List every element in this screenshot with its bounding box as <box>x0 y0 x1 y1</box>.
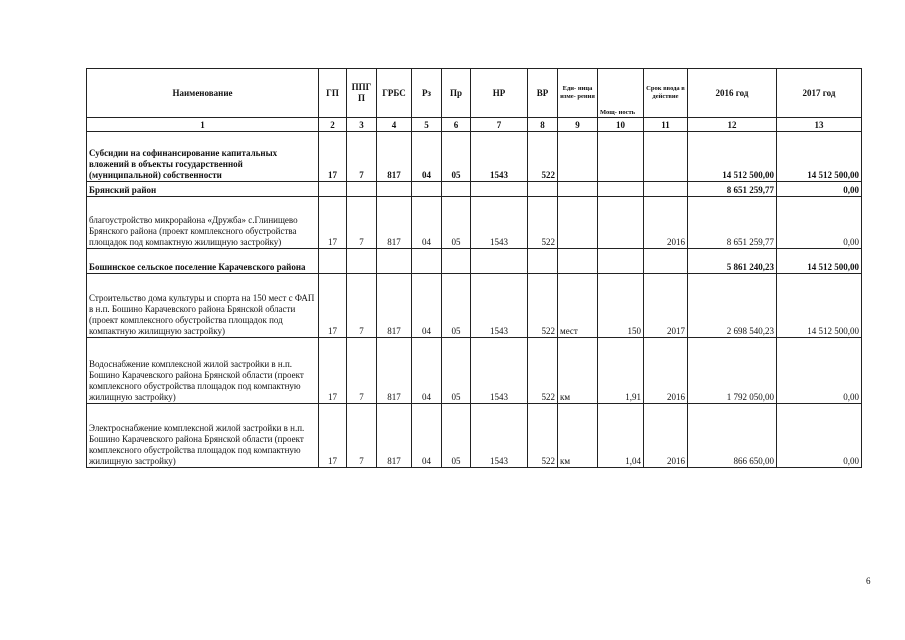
cell-grbs <box>377 182 412 197</box>
cell-vr: 522 <box>528 132 558 182</box>
cell-term <box>644 249 688 274</box>
cell-rz <box>412 249 442 274</box>
cell-power <box>598 197 644 249</box>
cell-ppgp <box>347 182 377 197</box>
col-num: 12 <box>688 118 777 132</box>
header-row <box>87 69 862 118</box>
cell-power: 1,91 <box>598 338 644 404</box>
header-gp: ГП <box>319 69 347 118</box>
cell-nr: 1543 <box>471 274 528 338</box>
cell-ppgp: 7 <box>347 274 377 338</box>
table-row <box>87 197 862 249</box>
cell-y2016: 866 650,00 <box>688 404 777 468</box>
col-num: 4 <box>377 118 412 132</box>
col-num: 3 <box>347 118 377 132</box>
cell-y2016: 5 861 240,23 <box>688 249 777 274</box>
header-2017: 2017 год <box>777 69 862 118</box>
cell-name: Бошинское сельское поселение Карачевского района <box>87 249 319 274</box>
table-row <box>87 249 862 274</box>
cell-y2017: 0,00 <box>777 338 862 404</box>
cell-pr: 05 <box>442 132 471 182</box>
cell-term <box>644 132 688 182</box>
cell-term: 2016 <box>644 197 688 249</box>
table-row <box>87 274 862 338</box>
cell-y2016: 8 651 259,77 <box>688 182 777 197</box>
cell-rz: 04 <box>412 197 442 249</box>
cell-grbs: 817 <box>377 132 412 182</box>
cell-power <box>598 249 644 274</box>
cell-unit <box>558 182 598 197</box>
cell-vr: 522 <box>528 197 558 249</box>
cell-gp: 17 <box>319 338 347 404</box>
cell-unit: км <box>558 404 598 468</box>
cell-name: Субсидии на софинансирование капитальных вложений в объекты государственной (муниципальной) собственности <box>87 132 319 182</box>
table-row <box>87 182 862 197</box>
cell-y2017: 0,00 <box>777 197 862 249</box>
cell-y2016: 2 698 540,23 <box>688 274 777 338</box>
cell-unit <box>558 132 598 182</box>
col-num: 13 <box>777 118 862 132</box>
cell-name: Водоснабжение комплексной жилой застройки в н.п. Бошино Карачевского района Брянской области (проект комплексного обустройства площадок под компактную жилищную застройку) <box>87 338 319 404</box>
cell-unit: мест <box>558 274 598 338</box>
column-numbers-row <box>87 118 862 132</box>
cell-rz <box>412 182 442 197</box>
col-num: 1 <box>87 118 319 132</box>
cell-nr: 1543 <box>471 132 528 182</box>
col-num: 2 <box>319 118 347 132</box>
cell-gp: 17 <box>319 404 347 468</box>
cell-pr: 05 <box>442 404 471 468</box>
header-ppgp: ППГП <box>347 69 377 118</box>
header-grbs: ГРБС <box>377 69 412 118</box>
cell-rz: 04 <box>412 274 442 338</box>
cell-term: 2017 <box>644 274 688 338</box>
cell-vr: 522 <box>528 274 558 338</box>
cell-rz: 04 <box>412 404 442 468</box>
cell-vr <box>528 249 558 274</box>
cell-grbs: 817 <box>377 338 412 404</box>
cell-ppgp: 7 <box>347 338 377 404</box>
cell-term: 2016 <box>644 404 688 468</box>
cell-power <box>598 182 644 197</box>
cell-gp: 17 <box>319 197 347 249</box>
cell-power: 1,04 <box>598 404 644 468</box>
cell-name: Электроснабжение комплексной жилой застройки в н.п. Бошино Карачевского района Брянской области (проект комплексного обустройства площадок под компактную жилищную застройку) <box>87 404 319 468</box>
cell-name: Строительство дома культуры и спорта на 150 мест с ФАП в н.п. Бошино Карачевского района Брянской области (проект комплексного обустройства площадок под компактную жилищную застройку) <box>87 274 319 338</box>
cell-ppgp: 7 <box>347 132 377 182</box>
cell-vr: 522 <box>528 404 558 468</box>
cell-ppgp: 7 <box>347 197 377 249</box>
cell-grbs: 817 <box>377 404 412 468</box>
header-term: Срок ввода в действие <box>644 69 688 118</box>
cell-pr: 05 <box>442 338 471 404</box>
cell-nr: 1543 <box>471 338 528 404</box>
cell-unit <box>558 197 598 249</box>
table-row <box>87 404 862 468</box>
header-nr: НР <box>471 69 528 118</box>
cell-term: 2016 <box>644 338 688 404</box>
cell-nr <box>471 182 528 197</box>
cell-name: Брянский район <box>87 182 319 197</box>
cell-y2016: 8 651 259,77 <box>688 197 777 249</box>
header-2016: 2016 год <box>688 69 777 118</box>
cell-y2017: 0,00 <box>777 404 862 468</box>
table-row <box>87 338 862 404</box>
cell-ppgp <box>347 249 377 274</box>
cell-vr <box>528 182 558 197</box>
col-num: 5 <box>412 118 442 132</box>
cell-vr: 522 <box>528 338 558 404</box>
cell-y2016: 14 512 500,00 <box>688 132 777 182</box>
col-num: 11 <box>644 118 688 132</box>
table-row <box>87 132 862 182</box>
cell-name: благоустройство микрорайона «Дружба» с.Глинищево Брянского района (проект комплексного обустройства площадок под компактную жилищную застройку) <box>87 197 319 249</box>
cell-pr <box>442 182 471 197</box>
cell-unit <box>558 249 598 274</box>
cell-nr <box>471 249 528 274</box>
cell-gp <box>319 249 347 274</box>
cell-rz: 04 <box>412 338 442 404</box>
header-pr: Пр <box>442 69 471 118</box>
cell-unit: км <box>558 338 598 404</box>
cell-grbs: 817 <box>377 197 412 249</box>
budget-table <box>86 68 862 468</box>
header-power: Мощ- ность <box>598 69 644 118</box>
header-name: Наименование <box>87 69 319 118</box>
cell-power: 150 <box>598 274 644 338</box>
cell-gp: 17 <box>319 132 347 182</box>
cell-y2016: 1 792 050,00 <box>688 338 777 404</box>
col-num: 7 <box>471 118 528 132</box>
cell-power <box>598 132 644 182</box>
cell-y2017: 0,00 <box>777 182 862 197</box>
header-unit: Еди- ница изме- рения <box>558 69 598 118</box>
col-num: 10 <box>598 118 644 132</box>
cell-nr: 1543 <box>471 404 528 468</box>
table-body <box>87 132 862 468</box>
cell-gp <box>319 182 347 197</box>
col-num: 6 <box>442 118 471 132</box>
header-rz: Рз <box>412 69 442 118</box>
cell-pr: 05 <box>442 197 471 249</box>
cell-grbs: 817 <box>377 274 412 338</box>
col-num: 8 <box>528 118 558 132</box>
cell-y2017: 14 512 500,00 <box>777 249 862 274</box>
cell-ppgp: 7 <box>347 404 377 468</box>
cell-pr <box>442 249 471 274</box>
cell-y2017: 14 512 500,00 <box>777 274 862 338</box>
col-num: 9 <box>558 118 598 132</box>
cell-nr: 1543 <box>471 197 528 249</box>
header-vr: ВР <box>528 69 558 118</box>
cell-gp: 17 <box>319 274 347 338</box>
cell-grbs <box>377 249 412 274</box>
cell-term <box>644 182 688 197</box>
cell-pr: 05 <box>442 274 471 338</box>
cell-rz: 04 <box>412 132 442 182</box>
cell-y2017: 14 512 500,00 <box>777 132 862 182</box>
page-number: 6 <box>866 576 871 586</box>
